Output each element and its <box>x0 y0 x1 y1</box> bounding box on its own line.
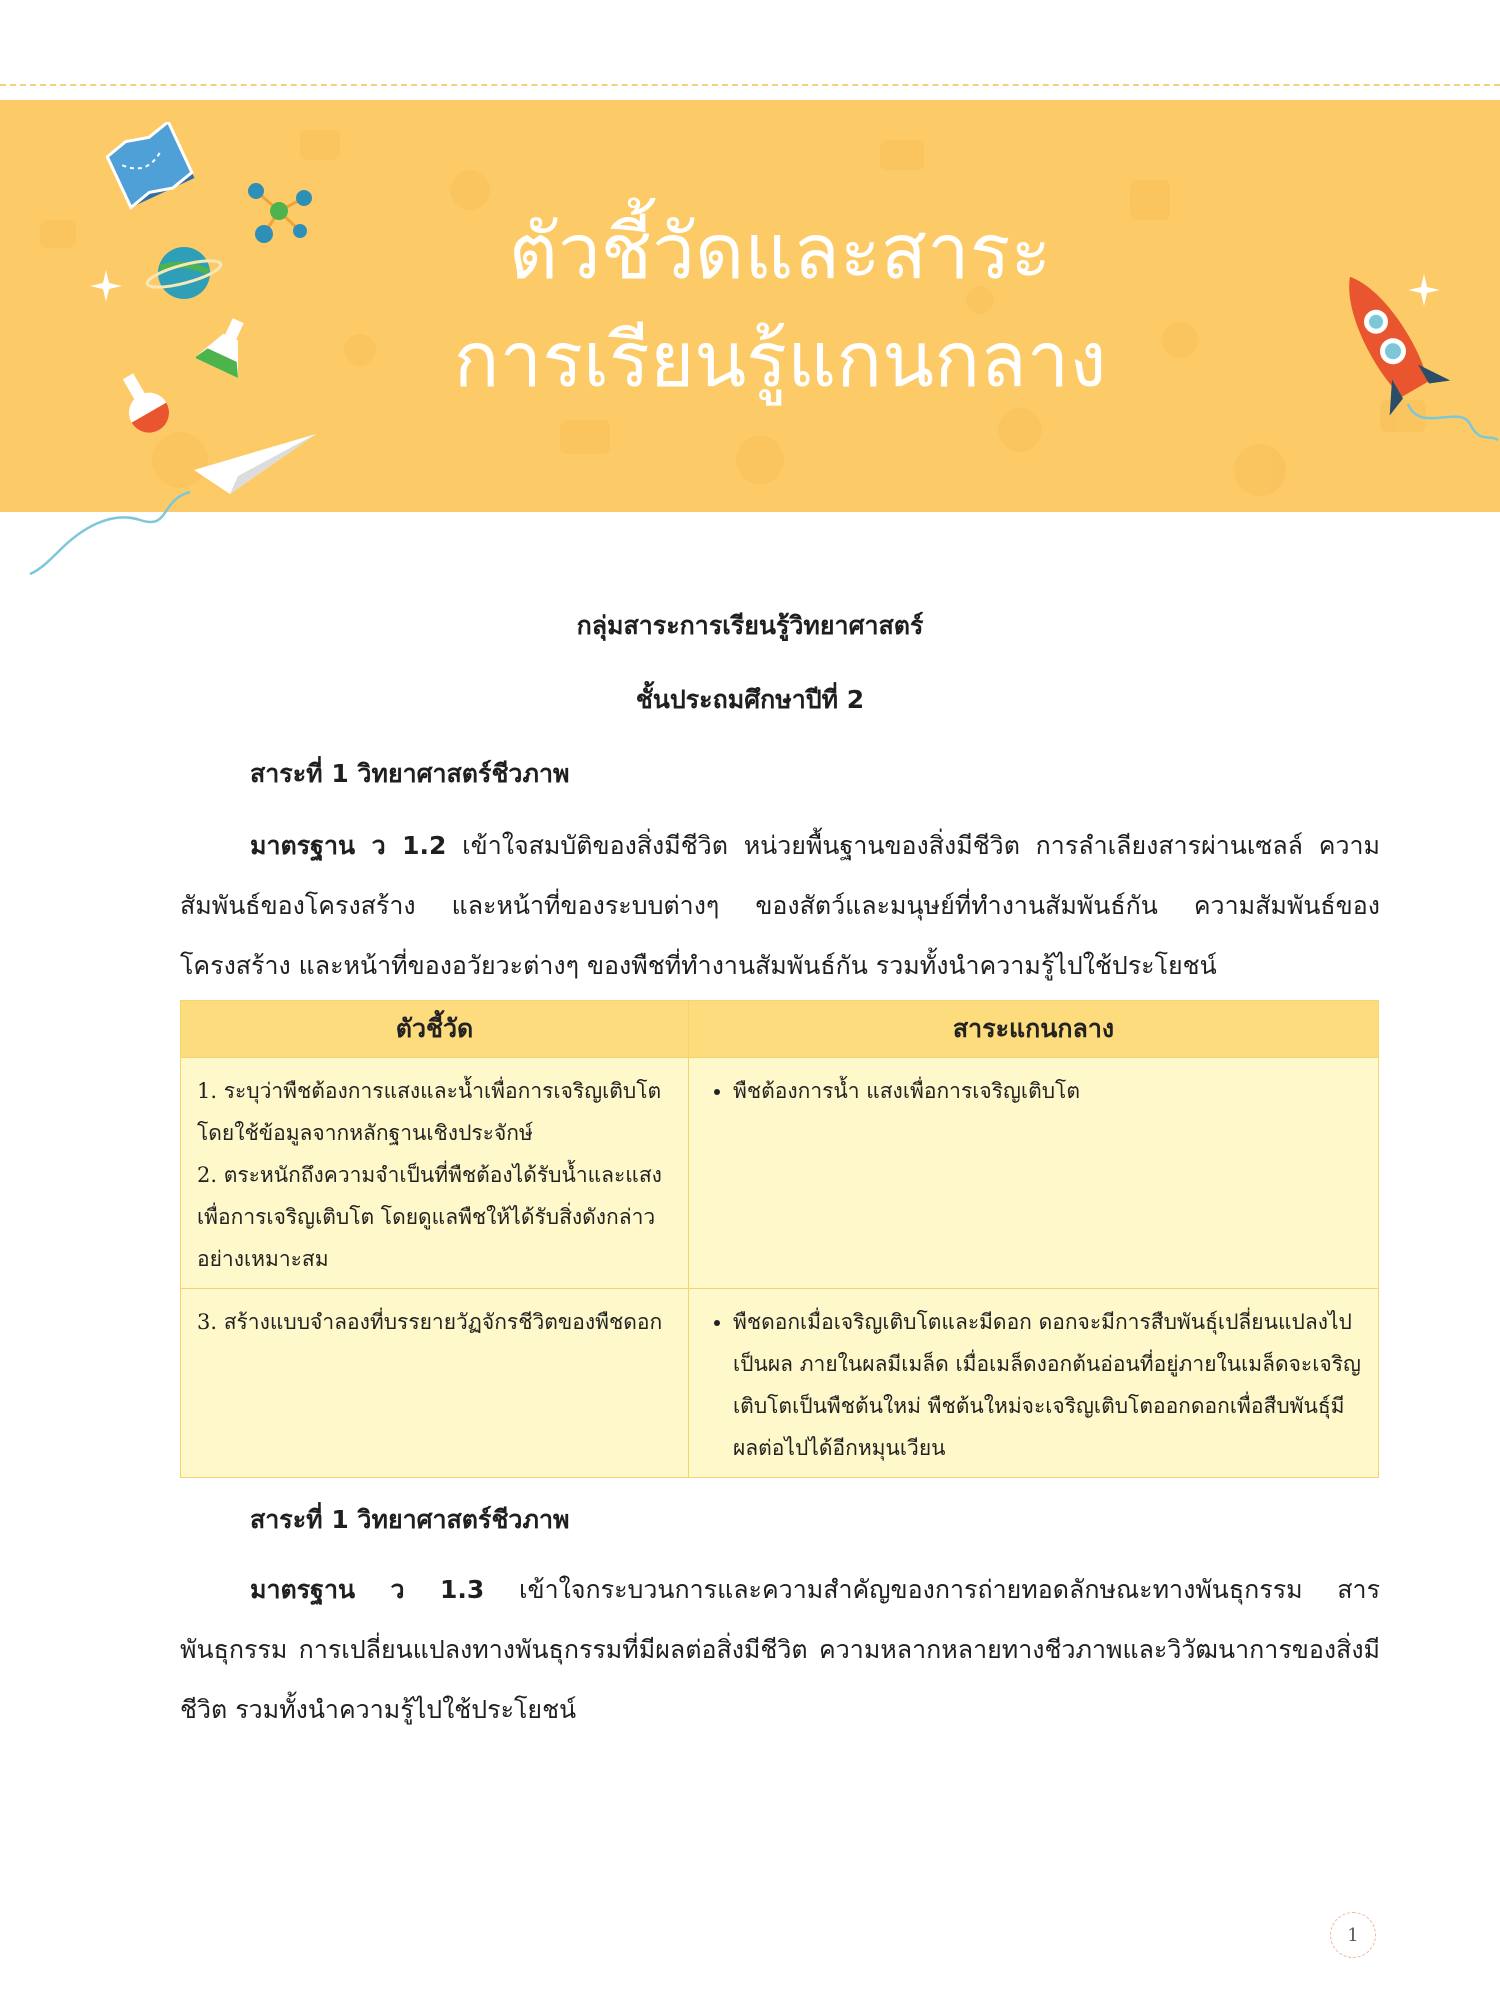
content-bullet: • พืชดอกเมื่อเจริญเติบโตและมีดอก ดอกจะมีการสืบพันธุ์เปลี่ยนแปลงไปเป็นผล ภายในผลมีเมล็ด เมื่อเมล็ดงอกต้นอ่อนที่อยู่ภายในเมล็ดจะเจริญเติบโตเป็นพืชต้นใหม่ พืชต้นใหม่จะเจริญเติบโตออกดอกเพื่อสืบพันธุ์มีผลต่อไปได้อีกหมุนเวียน <box>733 1301 1362 1469</box>
top-dashed-rule <box>0 84 1500 86</box>
standard-label-2: มาตรฐาน ว 1.3 <box>250 1575 485 1604</box>
content-cell <box>689 1289 1379 1478</box>
standard-label-1: มาตรฐาน ว 1.2 <box>250 831 447 860</box>
table-row <box>181 1058 1379 1289</box>
banner-title-line-2: การเรียนรู้แกนกลาง <box>453 315 1107 404</box>
standard-paragraph-1 <box>180 816 1380 996</box>
table-row <box>181 1289 1379 1478</box>
standard-text-1: เข้าใจสมบัติของสิ่งมีชีวิต หน่วยพื้นฐานของสิ่งมีชีวิต การลำเลียงสารผ่านเซลล์ ความสัมพันธ์ของโครงสร้าง และหน้าที่ของระบบต่างๆ ของสัตว์และมนุษย์ที่ทำงานสัมพันธ์กัน ความสัมพันธ์ของโครงสร้าง และหน้าที่ของอวัยวะต่างๆ ของพืชที่ทำงานสัมพันธ์กัน รวมทั้งนำความรู้ไปใช้ประโยชน์ <box>180 831 1380 980</box>
grade-heading: ชั้นประถมศึกษาปีที่ 2 <box>635 685 865 714</box>
content-bullet: • พืชต้องการน้ำ แสงเพื่อการเจริญเติบโต <box>733 1070 1362 1112</box>
standard-paragraph-2 <box>180 1560 1380 1740</box>
table-header-row <box>181 1001 1379 1058</box>
indicator-table <box>180 1000 1379 1478</box>
page-number: 1 <box>1330 1912 1376 1958</box>
indicator-item: 3. สร้างแบบจำลองที่บรรยายวัฏจักรชีวิตของพืชดอก <box>197 1310 663 1334</box>
banner-title <box>0 100 1500 512</box>
indicator-cell <box>181 1058 689 1289</box>
indicator-item: 2. ตระหนักถึงความจำเป็นที่พืชต้องได้รับน้ำและแสง เพื่อการเจริญเติบโต โดยดูแลพืชให้ได้รับสิ่งดังกล่าวอย่างเหมาะสม <box>197 1163 662 1271</box>
strand-heading-1: สาระที่ 1 วิทยาศาสตร์ชีวภาพ <box>250 759 570 788</box>
standard-text-2: เข้าใจกระบวนการและความสำคัญของการถ่ายทอดลักษณะทางพันธุกรรม สารพันธุกรรม การเปลี่ยนแปลงทางพันธุกรรมที่มีผลต่อสิ่งมีชีวิต ความหลากหลายทางชีวภาพและวิวัฒนาการของสิ่งมีชีวิต รวมทั้งนำความรู้ไปใช้ประโยชน์ <box>180 1575 1380 1724</box>
strand-heading-2: สาระที่ 1 วิทยาศาสตร์ชีวภาพ <box>250 1505 570 1534</box>
subject-heading: กลุ่มสาระการเรียนรู้วิทยาศาสตร์ <box>576 611 924 640</box>
indicator-cell <box>181 1289 689 1478</box>
column-header-indicator: ตัวชี้วัด <box>181 1001 689 1058</box>
banner-title-line-1: ตัวชี้วัดและสาระ <box>508 207 1052 296</box>
column-header-content: สาระแกนกลาง <box>689 1001 1379 1058</box>
content-cell <box>689 1058 1379 1289</box>
indicator-item: 1. ระบุว่าพืชต้องการแสงและน้ำเพื่อการเจริญเติบโต โดยใช้ข้อมูลจากหลักฐานเชิงประจักษ์ <box>197 1079 662 1145</box>
